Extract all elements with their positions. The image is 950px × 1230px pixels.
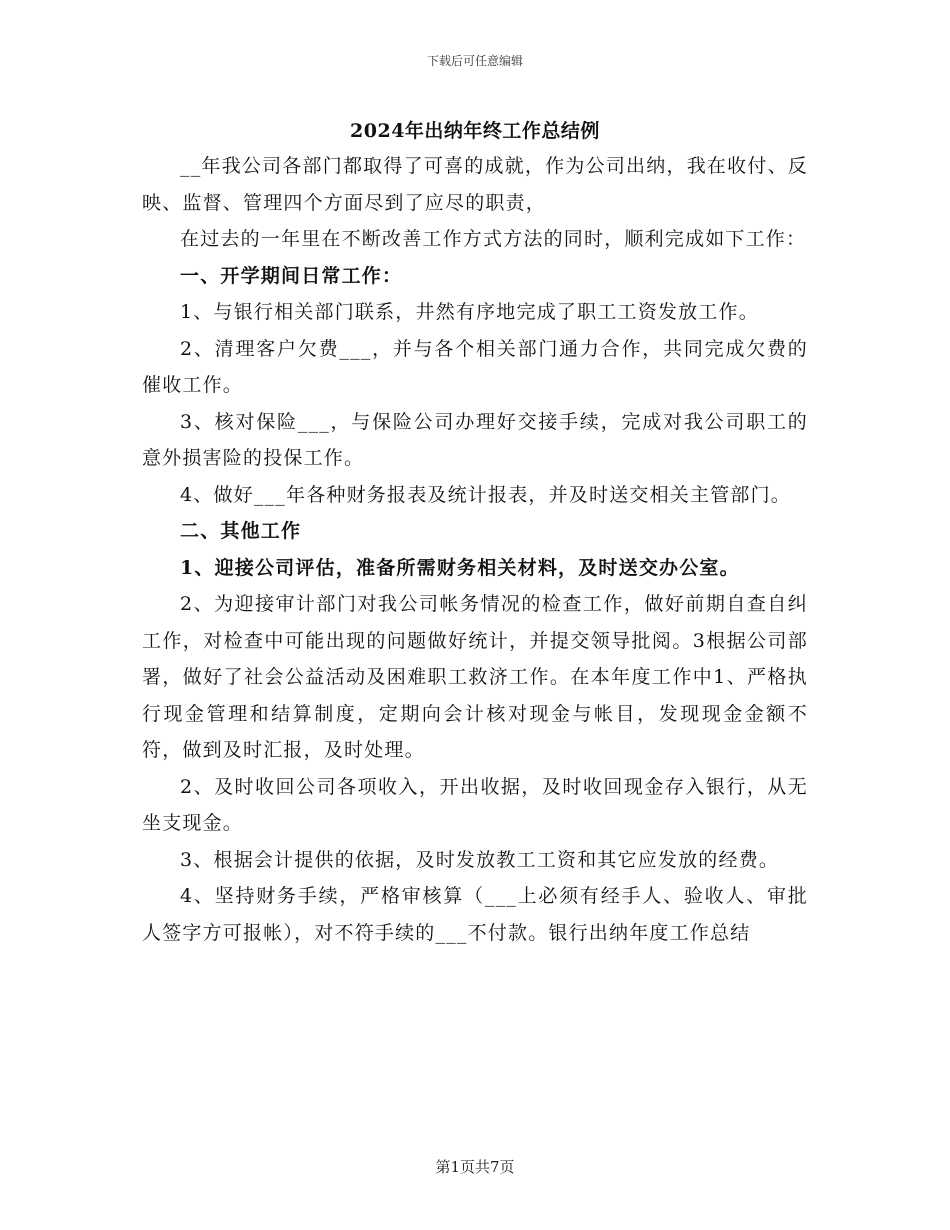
section-heading: 二、其他工作 — [180, 520, 302, 542]
section-heading: 一、开学期间日常工作： — [180, 264, 403, 287]
document-title: 2024年出纳年终工作总结例 — [350, 120, 600, 142]
paragraph: __年我公司各部门都取得了可喜的成就，作为公司出纳，我在收付、反映、监督、管理四个方面尽到了应尽的职责， — [142, 155, 808, 214]
document-body — [142, 148, 808, 951]
paragraph: 3、根据会计提供的依据，及时发放教工工资和其它应发放的经费。 — [180, 848, 780, 871]
paragraph: 2、清理客户欠费___，并与各个相关部门通力合作，共同完成欠费的催收工作。 — [142, 337, 808, 396]
paragraph: 在过去的一年里在不断改善工作方式方法的同时，顺利完成如下工作： — [180, 228, 807, 250]
page-footer: 第1页共7页 — [435, 1158, 515, 1176]
paragraph: 4、做好___年各种财务报表及统计报表，并及时送交相关主管部门。 — [180, 483, 791, 506]
paragraph: 2、及时收回公司各项收入，开出收据，及时收回现金存入银行，从无坐支现金。 — [142, 775, 808, 834]
paragraph-bold: 1、迎接公司评估，准备所需财务相关材料，及时送交办公室。 — [180, 556, 740, 579]
paragraph: 2、为迎接审计部门对我公司帐务情况的检查工作，做好前期自查自纠工作，对检查中可能出现的问题做好统计，并提交领导批阅。3根据公司部署，做好了社会公益活动及困难职工救济工作。在本年度工作中1、严格执行现金管理和结算制度，定期向会计核对现金与帐目，发现现金金额不符，做到及时汇报，及时处理。 — [142, 593, 808, 761]
paragraph: 1、与银行相关部门联系，井然有序地完成了职工工资发放工作。 — [180, 301, 759, 323]
page-header: 下载后可任意编辑 — [426, 54, 523, 68]
paragraph: 3、核对保险___，与保险公司办理好交接手续，完成对我公司职工的意外损害险的投保工作。 — [142, 410, 808, 469]
paragraph: 4、坚持财务手续，严格审核算（___上必须有经手人、验收人、审批人签字方可报帐），对不符手续的___不付款。银行出纳年度工作总结 — [142, 885, 808, 944]
